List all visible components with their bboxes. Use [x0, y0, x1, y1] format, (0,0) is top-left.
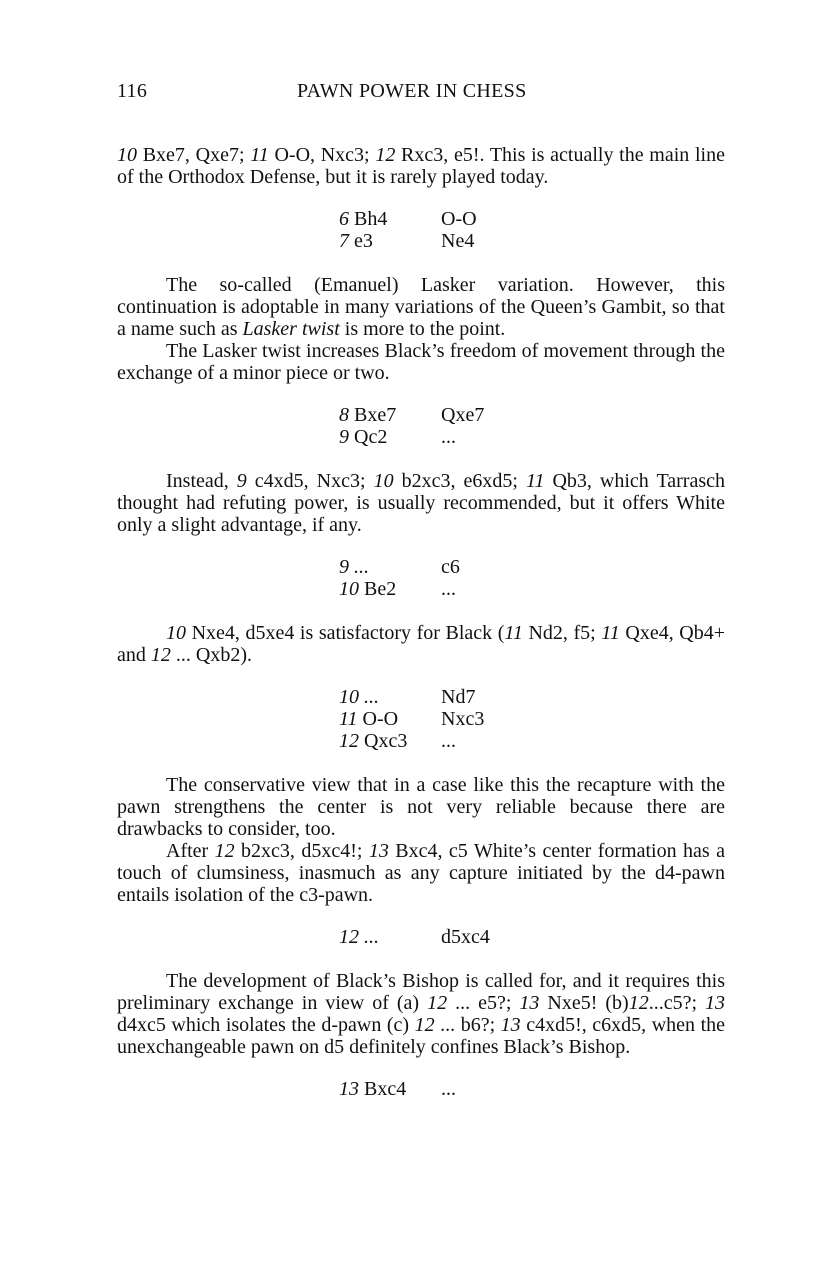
move-row — [339, 1078, 639, 1100]
paragraph-bishop-development: The development of Black’s Bishop is called for, and it requires this preliminary exchange in view of (a) 12 ... e5?; 13 Nxe5! (b)12...c5?; 13 d4xc5 which isolates the d-pawn (c) 12 ... b6?; 13 c4xd5!, c6xd5, when the unexchangeable pawn on d5 definitely confines Black’s Bishop. — [117, 970, 726, 1058]
white-move: 12 ... — [339, 926, 379, 948]
move-row — [339, 230, 639, 252]
black-move: ... — [441, 426, 456, 448]
black-move: Nxc3 — [441, 708, 485, 730]
white-move: 10 Be2 — [339, 578, 397, 600]
white-move: 7 e3 — [339, 230, 373, 252]
move-block-5 — [339, 926, 639, 948]
move-block-6 — [339, 1078, 639, 1100]
move-row — [339, 730, 639, 752]
paragraph-tarrasch: Instead, 9 c4xd5, Nxc3; 10 b2xc3, e6xd5; 11 Qb3, which Tarrasch thought had refuting power, is usually recommended, but it offers White only a slight advantage, if any. — [117, 470, 726, 536]
white-move: 12 Qxc3 — [339, 730, 408, 752]
move-row — [339, 708, 639, 730]
move-row — [339, 208, 639, 230]
move-block-2 — [339, 404, 639, 448]
black-move: Ne4 — [441, 230, 475, 252]
black-move: ... — [441, 1078, 456, 1100]
move-block-3 — [339, 556, 639, 600]
black-move: O-O — [441, 208, 477, 230]
running-title: PAWN POWER IN CHESS — [297, 80, 527, 102]
black-move: Qxe7 — [441, 404, 485, 426]
white-move: 9 ... — [339, 556, 369, 578]
move-row — [339, 578, 639, 600]
white-move: 10 ... — [339, 686, 379, 708]
paragraph-nxe4-line: 10 Nxe4, d5xe4 is satisfactory for Black (11 Nd2, f5; 11 Qxe4, Qb4+ and 12 ... Qxb2). — [117, 622, 725, 666]
paragraph-orthodox-defense: 10 Bxe7, Qxe7; 11 O-O, Nxc3; 12 Rxc3, e5!. This is actually the main line of the Orthodox Defense, but it is rarely played today. — [117, 144, 725, 188]
paragraph-lasker-twist: The Lasker twist increases Black’s freedom of movement through the exchange of a minor piece or two. — [117, 340, 725, 384]
page-number: 116 — [117, 80, 148, 102]
white-move: 8 Bxe7 — [339, 404, 397, 426]
black-move: ... — [441, 578, 456, 600]
move-row — [339, 686, 639, 708]
paragraph-lasker-variation: The so-called (Emanuel) Lasker variation. However, this continuation is adoptable in many variations of the Queen’s Gambit, so that a name such as Lasker twist is more to the point. — [117, 274, 725, 340]
book-page — [117, 80, 725, 1100]
move-block-4 — [339, 686, 639, 752]
black-move: c6 — [441, 556, 460, 578]
white-move: 6 Bh4 — [339, 208, 388, 230]
move-block-1 — [339, 208, 639, 252]
running-head — [117, 80, 725, 106]
black-move: Nd7 — [441, 686, 476, 708]
move-row — [339, 556, 639, 578]
white-move: 9 Qc2 — [339, 426, 388, 448]
move-row — [339, 404, 639, 426]
black-move: ... — [441, 730, 456, 752]
black-move: d5xc4 — [441, 926, 490, 948]
move-row — [339, 926, 639, 948]
white-move: 13 Bxc4 — [339, 1078, 407, 1100]
paragraph-conservative-view: The conservative view that in a case like this the recapture with the pawn strengthens the center is not very reliable because there are drawbacks to consider, too. — [117, 774, 725, 840]
move-row — [339, 426, 639, 448]
paragraph-center-formation: After 12 b2xc3, d5xc4!; 13 Bxc4, c5 White’s center formation has a touch of clumsiness, inasmuch as any capture initiated by the d4-pawn entails isolation of the c3-pawn. — [117, 840, 725, 906]
white-move: 11 O-O — [339, 708, 399, 730]
